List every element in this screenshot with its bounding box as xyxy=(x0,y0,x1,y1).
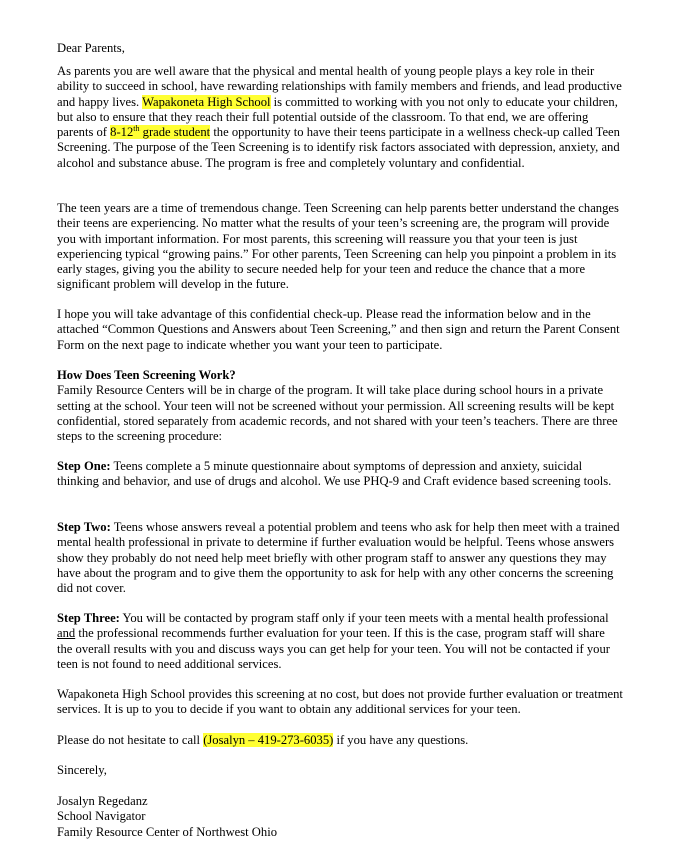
step-three-and: and xyxy=(57,626,76,641)
step-one-text: Teens complete a 5 minute questionnaire about symptoms of depression and anxiety, suicidal thinking and behavior, and use of drugs and alcohol. We use PHQ-9 and Craft evidence based screening tools. xyxy=(57,459,612,489)
step-three-label: Step Three: xyxy=(57,611,120,625)
intro-text-1: As parents you are well aware that the physical and mental health of young people plays a key role in their ability to succeed in school, have rewarding relationships with family members and friends, and lead productive and happy lives. xyxy=(57,64,622,109)
school-highlight: Wapakoneta High School xyxy=(142,94,271,109)
step-one xyxy=(57,459,623,490)
how-section xyxy=(57,368,623,444)
grade-highlight xyxy=(110,125,210,139)
step-three-text-1: You will be contacted by program staff only if your teen meets with a mental health professional xyxy=(122,611,609,625)
step-two xyxy=(57,520,623,596)
step-three-text-2: the professional recommends further evaluation for your teen. If this is the case, program staff will share the overall results with you and discuss ways you can get help for your teen. You will not be contacted if your teen is not found to need additional services. xyxy=(57,626,610,671)
grade-rest: grade student xyxy=(139,125,211,140)
intro-paragraph xyxy=(57,64,623,171)
grade-range: 8-12 xyxy=(110,125,134,140)
signature-title: School Navigator xyxy=(57,809,146,824)
signature-org: Family Resource Center of Northwest Ohio xyxy=(57,824,277,839)
step-three xyxy=(57,611,623,672)
teen-years-paragraph: The teen years are a time of tremendous change. Teen Screening can help parents better understand the changes their teens are experiencing. No matter what the results of your teen’s screening are, the program will provide you with important information. For most parents, this screening will reassure you that your teen is just experiencing typical “growing pains.” For other parents, Teen Screening can help you pinpoint a problem in its early stages, giving you the ability to secure needed help for your teen and reduce the chance that a more significant problem will develop in the future. xyxy=(57,201,619,292)
closing: Sincerely, xyxy=(57,763,107,777)
call-post: if you have any questions. xyxy=(333,733,469,747)
step-two-label: Step Two: xyxy=(57,520,111,534)
salutation: Dear Parents, xyxy=(57,41,125,55)
intro-text-3: the opportunity to have their teens participate in a wellness check-up called Teen Screening. The purpose of the Teen Screening is to identify risk factors associated with depression, anxiety, and alcohol and substance abuse. The program is free and completely voluntary and confidential. xyxy=(57,125,620,170)
how-body: Family Resource Centers will be in charge of the program. It will take place during school hours in a private setting at the school. Your teen will not be screened without your permission. All screening results will be kept confidential, stored separately from academic records, and not shared with your teen’s teachers. There are three steps to the screening procedure: xyxy=(57,383,618,444)
step-one-label: Step One: xyxy=(57,459,111,473)
cost-paragraph: Wapakoneta High School provides this screening at no cost, but does not provide further evaluation or treatment services. It is up to you to decide if you want to obtain any additional services for your teen. xyxy=(57,687,623,717)
contact-highlight: (Josalyn – 419-273-6035) xyxy=(203,733,334,747)
intro-text-2: is committed to working with you not only to educate your children, but also to ensure that they reach their full potential outside of the classroom. To that end, we are offering parents of xyxy=(57,94,618,140)
call-pre: Please do not hesitate to call xyxy=(57,733,204,747)
step-two-text: Teens whose answers reveal a potential problem and teens who ask for help then meet with a trained mental health professional in private to determine if further evaluation would be helpful. Teens whose answers show they probably do not need help meet briefly with other program staff to answer any questions they may have about the program and to give them the opportunity to ask for help with any other concerns the screening did not cover. xyxy=(57,520,620,596)
call-paragraph xyxy=(57,733,623,748)
grade-superscript: th xyxy=(133,124,140,134)
check-up-paragraph: I hope you will take advantage of this confidential check-up. Please read the information below and in the attached “Common Questions and Answers about Teen Screening,” and then sign and return the Parent Consent Form on the next page to indicate whether you want your teen to participate. xyxy=(57,307,620,352)
signature-name: Josalyn Regedanz xyxy=(57,794,148,808)
how-heading: How Does Teen Screening Work? xyxy=(57,368,236,382)
signature-block xyxy=(57,794,623,840)
